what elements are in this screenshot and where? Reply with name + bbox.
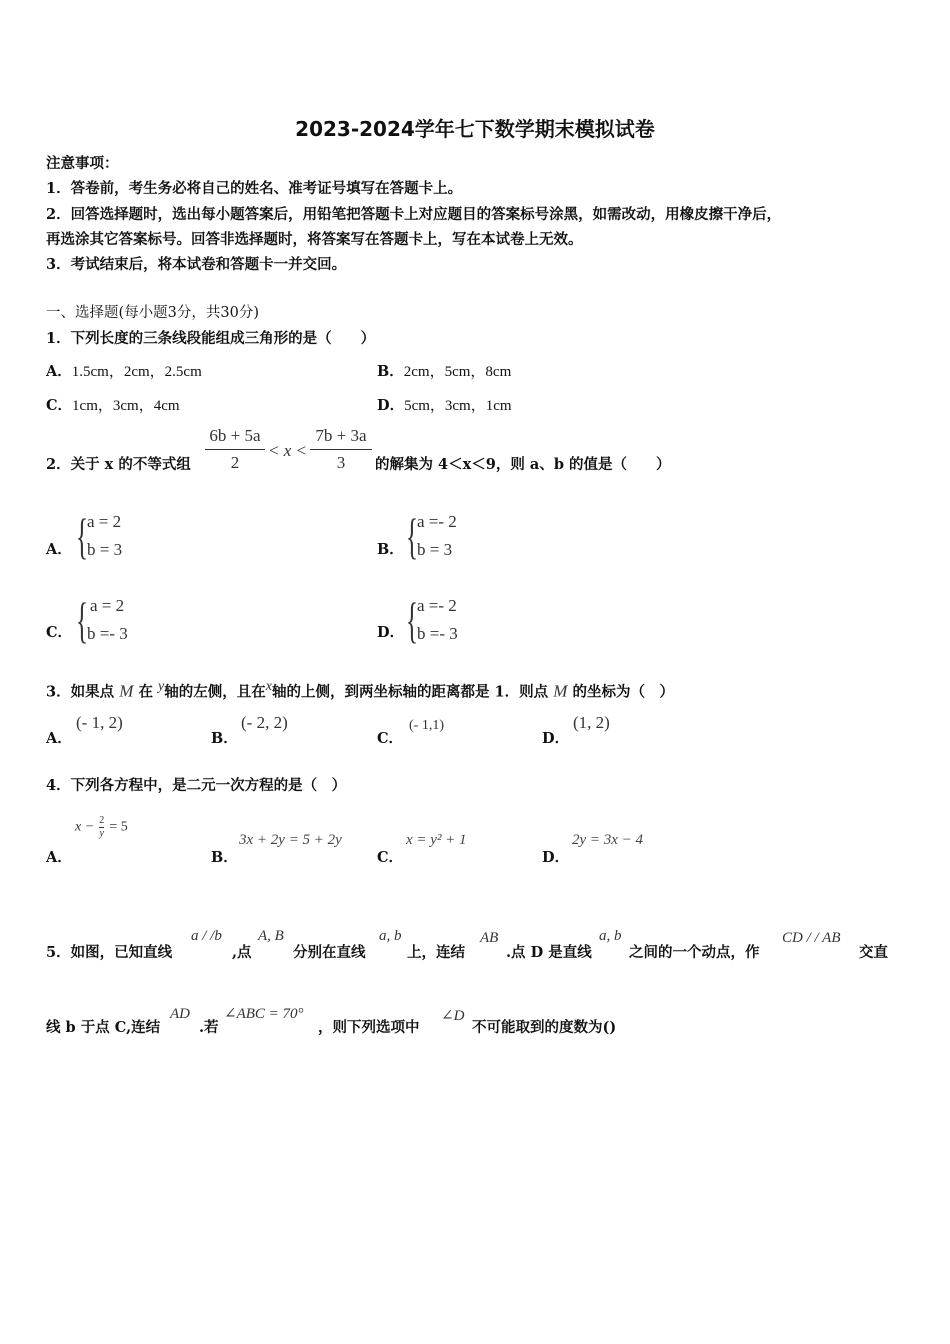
option-text: 1cm，3cm，4cm: [72, 398, 180, 414]
q2-option-c-system: [76, 594, 156, 654]
q5-text: 上，连结: [407, 944, 465, 961]
equation-part: = 5: [109, 819, 128, 835]
q5-text: .点 D 是直线: [506, 944, 592, 961]
fraction-denominator: y: [99, 828, 104, 839]
q3-text: 在: [138, 683, 153, 701]
q3-option-b-label: B．: [211, 730, 238, 747]
point-symbol: M: [553, 681, 568, 701]
notice-item-3: 3．考试结束后，将本试卷和答题卡一并交回。: [46, 256, 347, 273]
q5-math: AD: [170, 1006, 190, 1022]
q2-option-c-label: C．: [46, 624, 73, 641]
fraction-numerator: 2: [99, 815, 105, 826]
q3-text: 的坐标为（ ）: [572, 683, 674, 701]
q5-text: 交直: [859, 944, 888, 961]
brace-icon: {: [76, 508, 88, 564]
q2-option-d-system: [406, 594, 486, 654]
fraction-numerator: 6b + 5a: [209, 426, 261, 445]
q4-option-c-label: C．: [377, 849, 404, 866]
equation-row: b = 3: [417, 540, 453, 559]
option-label: D．: [377, 397, 405, 414]
q5-text: ,点: [232, 944, 252, 961]
axis-symbol: x: [265, 679, 272, 694]
q1-option-a: [46, 360, 202, 381]
q1-option-c: [46, 394, 180, 415]
brace-icon: {: [406, 592, 418, 648]
option-label: A．: [46, 363, 72, 380]
q4-option-b-equation: 3x + 2y = 5 + 2y: [239, 832, 342, 848]
q5-text: 5．如图，已知直线: [46, 944, 173, 961]
option-text: 5cm，3cm，1cm: [404, 398, 512, 414]
equation-row: b =- 3: [417, 624, 458, 643]
fraction-bar: [310, 449, 372, 450]
q2-inequality: < x <: [268, 441, 307, 460]
option-label: C．: [46, 397, 73, 414]
q5-math: a / /b: [191, 928, 222, 944]
equation-row: b =- 3: [87, 624, 128, 643]
q5-text: 分别在直线: [293, 944, 366, 961]
q2-option-a-label: A．: [46, 541, 72, 558]
axis-symbol: y: [158, 679, 165, 694]
q3-option-a-label: A．: [46, 730, 72, 747]
page-title: 2023-2024学年七下数学期末模拟试卷: [295, 117, 655, 141]
q3-option-c-label: C．: [377, 730, 404, 747]
fraction-numerator: 7b + 3a: [315, 426, 367, 445]
q5-text: ，则下列选项中: [318, 1019, 420, 1036]
notice-item-1: 1．答卷前，考生务必将自己的姓名、准考证号填写在答题卡上。: [46, 180, 463, 197]
q5-math: CD / / AB: [782, 930, 841, 946]
q3-text: 轴的左侧，且在: [164, 683, 266, 701]
option-text: 1.5cm，2cm，2.5cm: [71, 364, 202, 380]
q2-option-b-label: B．: [377, 541, 404, 558]
q5-math: AB: [480, 930, 499, 946]
brace-icon: {: [406, 508, 418, 564]
brace-icon: {: [76, 592, 88, 648]
q4-option-b-label: B．: [211, 849, 238, 866]
q4-stem: 4．下列各方程中，是二元一次方程的是（ ）: [46, 777, 347, 794]
q5-math: ∠ABC = 70°: [224, 1006, 304, 1022]
q2-option-d-label: D．: [377, 624, 405, 641]
fraction-denominator: 3: [336, 453, 346, 472]
q3-text: 轴的上侧，到两坐标轴的距离都是 1．则点: [271, 683, 549, 701]
q4-option-d-label: D．: [542, 849, 570, 866]
notice-item-2-cont: 再选涂其它答案标号。回答非选择题时，将答案写在答题卡上，写在本试卷上无效。: [46, 231, 583, 248]
section-heading: 一、选择题(每小题3分，共30分): [46, 305, 259, 321]
q2-suffix: 的解集为 4＜x＜9，则 a、b 的值是（ ）: [375, 456, 671, 473]
q4-option-a-equation: [75, 816, 128, 846]
q1-option-b: [377, 360, 511, 381]
q2-option-b-system: [406, 510, 486, 570]
q4-option-a-label: A．: [46, 849, 72, 866]
q5-text: 之间的一个动点，作: [629, 944, 760, 961]
equation-row: a = 2: [90, 596, 125, 615]
q3-option-d-label: D．: [542, 730, 570, 747]
q3-stem: [46, 679, 674, 701]
q5-math: ∠D: [441, 1008, 465, 1024]
q2-option-a-system: [76, 510, 156, 570]
q3-option-d-value: (1, 2): [573, 713, 610, 732]
equation-row: a = 2: [87, 512, 122, 531]
equation-row: a =- 2: [417, 596, 457, 615]
q5-text: .若: [199, 1019, 219, 1036]
notice-item-2: 2．回答选择题时，选出每小题答案后，用铅笔把答题卡上对应题目的答案标号涂黑，如需改动，用橡皮擦干净后，: [46, 206, 782, 223]
q5-math: A, B: [258, 928, 284, 944]
q1-option-d: [377, 394, 512, 415]
q2-fraction-2: [310, 426, 372, 473]
q3-text: 3．如果点: [46, 683, 115, 701]
q3-option-c-value: (- 1,1): [409, 718, 444, 733]
q5-text: 不可能取到的度数为(): [472, 1019, 617, 1036]
q5-text: 线 b 于点 C,连结: [46, 1019, 161, 1036]
point-symbol: M: [119, 681, 134, 701]
equation-part: x −: [75, 819, 95, 835]
q5-math: a, b: [379, 928, 402, 944]
q3-option-b-value: (- 2, 2): [241, 713, 288, 732]
equation-row: b = 3: [87, 540, 123, 559]
fraction-bar: [205, 449, 265, 450]
notice-heading: 注意事项：: [46, 155, 119, 172]
equation-row: a =- 2: [417, 512, 457, 531]
option-text: 2cm，5cm，8cm: [403, 364, 512, 380]
q4-option-c-equation: x = y² + 1: [406, 832, 467, 848]
q5-math: a, b: [599, 928, 622, 944]
q4-option-d-equation: 2y = 3x − 4: [572, 832, 644, 848]
fraction-denominator: 2: [230, 453, 240, 472]
q2-prefix: 2．关于 x 的不等式组: [46, 456, 191, 473]
q3-option-a-value: (- 1, 2): [76, 713, 123, 732]
option-label: B．: [377, 363, 404, 380]
q2-fraction-1: [205, 426, 265, 473]
q1-stem: 1．下列长度的三条线段能组成三角形的是（ ）: [46, 330, 376, 347]
